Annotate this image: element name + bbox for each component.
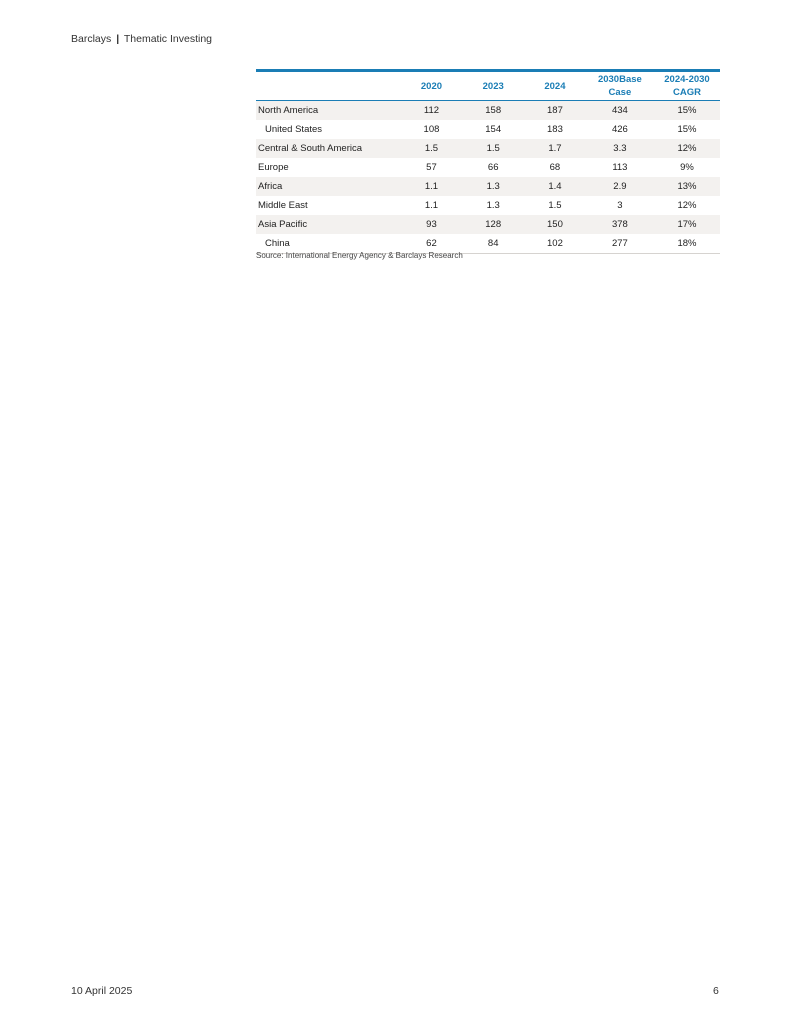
cell-2024: 183: [547, 124, 563, 135]
cell-cagr: 12%: [654, 139, 720, 158]
row-region: Central & South America: [256, 139, 401, 158]
table-row: [256, 139, 720, 158]
cell-2030: 3: [617, 200, 623, 211]
cell-2020: 1.1: [424, 200, 439, 211]
cell-2020: 62: [401, 234, 463, 254]
cell-cagr: 13%: [654, 177, 720, 196]
cell-2024: 150: [524, 215, 586, 234]
column-header-2030-base-case: [586, 71, 654, 101]
cell-2030: 378: [586, 215, 654, 234]
row-region: United States: [265, 124, 323, 135]
cell-2030: 426: [611, 124, 628, 135]
table-row: [256, 215, 720, 234]
cell-2020: 108: [423, 124, 440, 135]
cell-cagr: 15%: [654, 101, 720, 121]
cell-2024: 187: [524, 101, 586, 121]
cell-cagr: 18%: [654, 234, 720, 254]
table-row: [256, 158, 720, 177]
cell-2020: 1.5: [401, 139, 463, 158]
table-header-row: [256, 71, 720, 101]
footer-date: 10 April 2025: [71, 985, 133, 997]
cell-2030: 3.3: [586, 139, 654, 158]
header-separator: |: [116, 33, 120, 45]
cell-cagr: 17%: [654, 215, 720, 234]
row-region: Asia Pacific: [256, 215, 401, 234]
cell-2024: 1.5: [548, 200, 562, 211]
column-header-2024: 2024: [524, 71, 586, 101]
cell-2023: 158: [462, 101, 524, 121]
cell-cagr: 12%: [677, 200, 697, 211]
cell-2023: 1.5: [462, 139, 524, 158]
table-row: [256, 177, 720, 196]
cell-cagr: 9%: [680, 162, 694, 173]
column-header-cagr: [654, 71, 720, 101]
table-row: [256, 101, 720, 121]
cell-2023: 1.3: [462, 177, 524, 196]
running-header: [71, 33, 212, 45]
column-header-cagr-line2: CAGR: [673, 87, 701, 98]
cell-2023: 154: [485, 124, 502, 135]
column-header-cagr-line1: 2024-2030: [664, 74, 710, 85]
cell-2023: 84: [462, 234, 524, 254]
row-region: China: [256, 234, 401, 254]
cell-cagr: 15%: [677, 124, 697, 135]
source-note: Source: International Energy Agency & Barclays Research: [256, 251, 463, 260]
page-number: 6: [713, 985, 719, 997]
row-region: North America: [256, 101, 401, 121]
column-header-2030-line1: 2030Base: [597, 74, 642, 85]
cell-2020: 112: [401, 101, 463, 121]
cell-2023: 66: [487, 162, 499, 173]
cell-2023: 128: [462, 215, 524, 234]
column-header-2023: 2023: [462, 71, 524, 101]
cell-2030: 434: [586, 101, 654, 121]
cell-2020: 57: [426, 162, 437, 173]
brand-name: Barclays: [71, 33, 112, 45]
table-row: [256, 196, 720, 215]
cell-2024: 102: [524, 234, 586, 254]
row-region: Middle East: [258, 200, 308, 211]
cell-2030: 277: [586, 234, 654, 254]
row-region: Europe: [258, 162, 289, 173]
data-table: [256, 69, 720, 254]
column-header-2020: 2020: [401, 71, 463, 101]
table-row: [256, 120, 720, 139]
cell-2020: 93: [401, 215, 463, 234]
section-title: Thematic Investing: [123, 33, 212, 45]
column-header-region: [256, 71, 401, 101]
cell-2024: 1.4: [524, 177, 586, 196]
cell-2024: 1.7: [524, 139, 586, 158]
cell-2020: 1.1: [401, 177, 463, 196]
row-region: Africa: [256, 177, 401, 196]
cell-2023: 1.3: [486, 200, 500, 211]
column-header-2030-line2: Case: [608, 87, 632, 98]
cell-2030: 113: [612, 162, 628, 173]
cell-2024: 68: [549, 162, 561, 173]
cell-2030: 2.9: [586, 177, 654, 196]
